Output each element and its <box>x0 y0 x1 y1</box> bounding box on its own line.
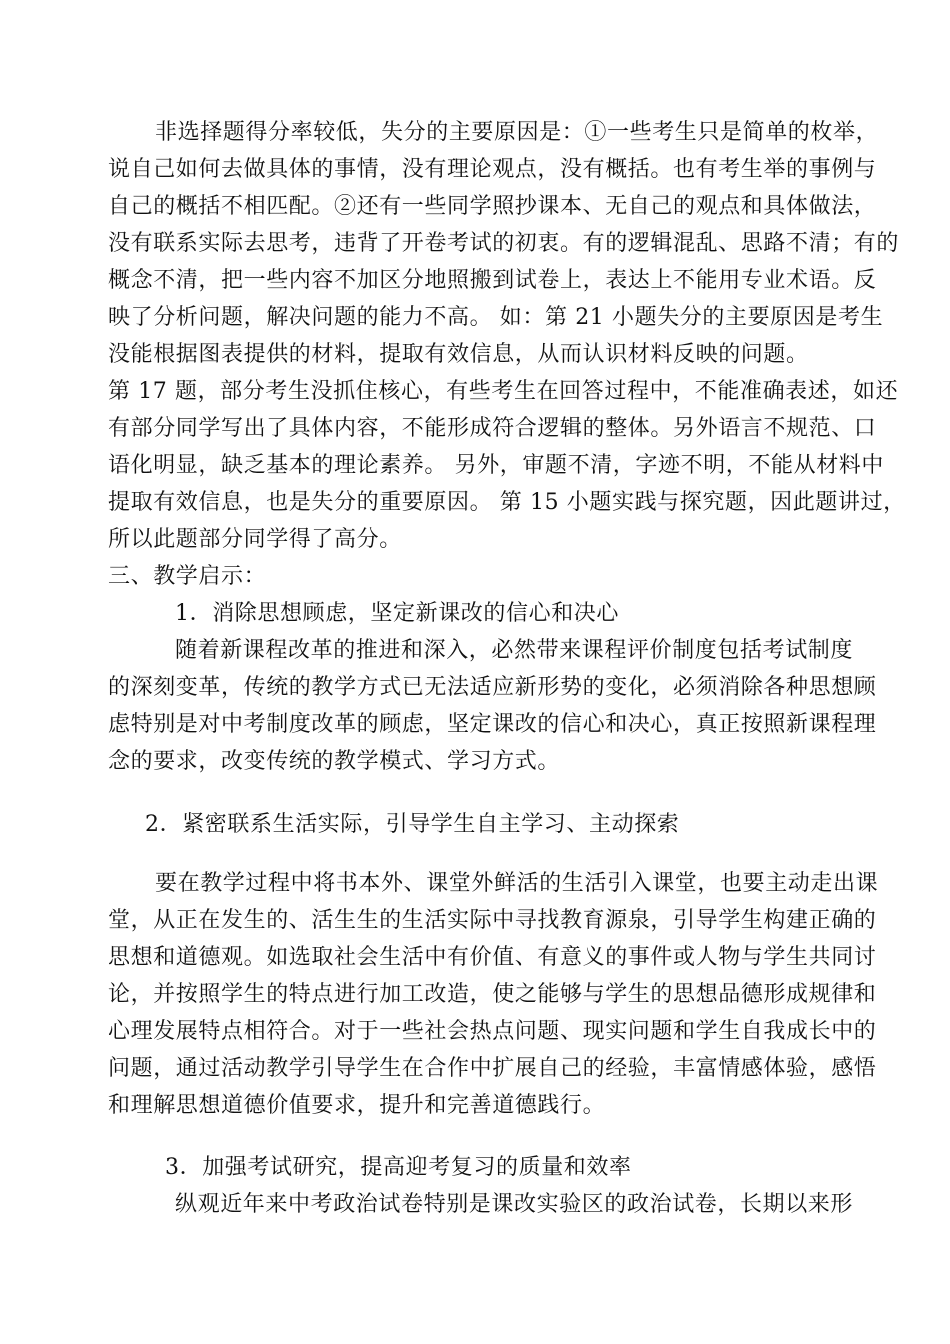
item-2-line: 堂，从正在发生的、活生生的生活实际中寻找教育源泉，引导学生构建正确的 <box>108 908 877 933</box>
analysis-line: 说自己如何去做具体的事情，没有理论观点，没有概括。也有考生举的事例与 <box>108 157 877 182</box>
analysis-line: 有部分同学写出了具体内容，不能形成符合逻辑的整体。另外语言不规范、口 <box>108 416 877 441</box>
item-3-line: 纵观近年来中考政治试卷特别是课改实验区的政治试卷，长期以来形 <box>175 1192 854 1217</box>
item-2-line: 和理解思想道德价值要求，提升和完善道德践行。 <box>108 1093 606 1118</box>
item-1-line: 随着新课程改革的推进和深入，必然带来课程评价制度包括考试制度 <box>175 638 854 663</box>
analysis-line: 概念不清，把一些内容不加区分地照搬到试卷上，表达上不能用专业术语。反 <box>108 268 877 293</box>
item-3-heading: 3．加强考试研究，提高迎考复习的质量和效率 <box>165 1155 632 1180</box>
analysis-line: 非选择题得分率较低，失分的主要原因是：①一些考生只是简单的枚举， <box>155 120 879 145</box>
analysis-line: 映了分析问题，解决问题的能力不高。 如：第 21 小题失分的主要原因是考生 <box>108 305 884 330</box>
item-1-line: 的深刻变革，传统的教学方式已无法适应新形势的变化，必须消除各种思想顾 <box>108 675 877 700</box>
analysis-line: 没有联系实际去思考，违背了开卷考试的初衷。有的逻辑混乱、思路不清；有的 <box>108 231 900 256</box>
item-2-heading: 2．紧密联系生活实际，引导学生自主学习、主动探索 <box>145 812 680 837</box>
item-2-line: 问题，通过活动教学引导学生在合作中扩展自己的经验，丰富情感体验，感悟 <box>108 1056 877 1081</box>
analysis-line: 第 17 题，部分考生没抓住核心，有些考生在回答过程中，不能准确表述，如还 <box>108 379 899 404</box>
item-2-line: 思想和道德观。如选取社会生活中有价值、有意义的事件或人物与学生共同讨 <box>108 945 877 970</box>
analysis-line: 所以此题部分同学得了高分。 <box>108 527 402 552</box>
section-heading: 三、教学启示： <box>108 564 267 589</box>
item-1-line: 念的要求，改变传统的教学模式、学习方式。 <box>108 749 561 774</box>
analysis-line: 没能根据图表提供的材料，提取有效信息，从而认识材料反映的问题。 <box>108 342 809 367</box>
item-2-line: 要在教学过程中将书本外、课堂外鲜活的生活引入课堂，也要主动走出课 <box>155 871 879 896</box>
analysis-line: 提取有效信息，也是失分的重要原因。 第 15 小题实践与探究题，因此题讲过， <box>108 490 906 515</box>
item-2-line: 心理发展特点相符合。对于一些社会热点问题、现实问题和学生自我成长中的 <box>108 1019 877 1044</box>
item-1-line: 虑特别是对中考制度改革的顾虑，坚定课改的信心和决心，真正按照新课程理 <box>108 712 877 737</box>
item-2-line: 论，并按照学生的特点进行加工改造，使之能够与学生的思想品德形成规律和 <box>108 982 877 1007</box>
item-1-heading: 1．消除思想顾虑，坚定新课改的信心和决心 <box>175 601 619 626</box>
analysis-line: 语化明显，缺乏基本的理论素养。 另外，审题不清，字迹不明，不能从材料中 <box>108 453 884 478</box>
analysis-line: 自己的概括不相匹配。②还有一些同学照抄课本、无自己的观点和具体做法， <box>108 194 877 219</box>
